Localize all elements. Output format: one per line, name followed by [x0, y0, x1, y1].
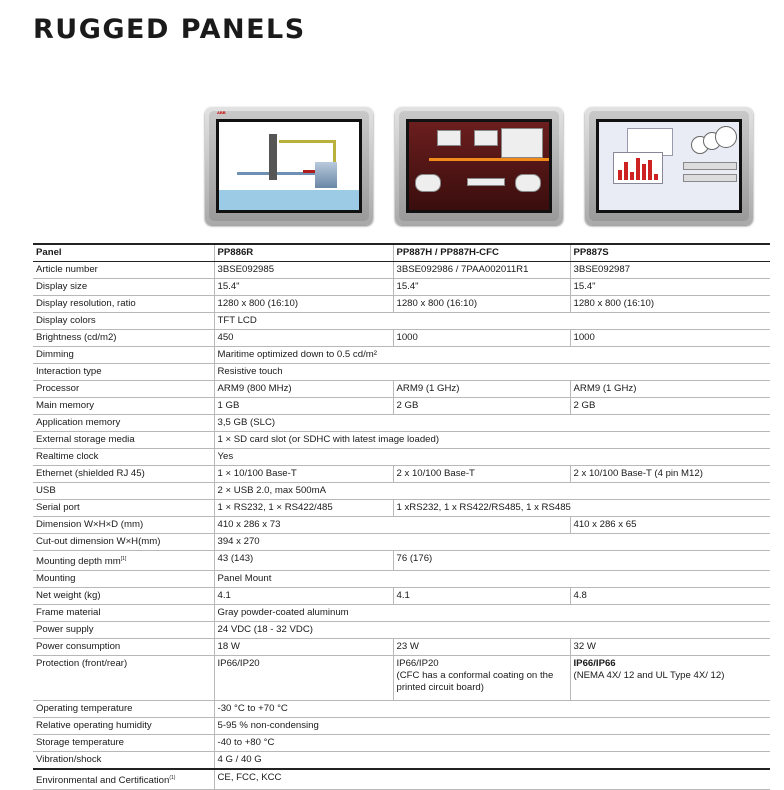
row-label-text: Operating temperature	[36, 703, 133, 715]
table-row	[33, 517, 770, 534]
row-label	[33, 432, 214, 449]
row-value	[393, 262, 570, 279]
value-text: 43 (143)	[217, 553, 254, 564]
row-value	[570, 279, 770, 296]
value-text: 4.1	[396, 590, 410, 602]
row-label	[33, 330, 214, 347]
value-text: 3BSE092987	[573, 264, 631, 275]
value-text: IP66/IP20	[217, 658, 260, 670]
value-text: -30 °C to +70 °C	[217, 703, 288, 715]
row-label-text: Dimming	[36, 349, 74, 360]
value-text: 76 (176)	[396, 553, 433, 564]
row-label-text: Brightness (cd/m2)	[36, 332, 117, 343]
row-value	[214, 656, 393, 701]
row-label	[33, 752, 214, 770]
row-label-text: Environmental and Certification	[36, 775, 170, 787]
value-text: 2 GB	[573, 400, 596, 411]
value-text: 3,5 GB (SLC)	[217, 417, 276, 428]
table-row	[33, 500, 770, 517]
value-text: Maritime optimized down to 0.5 cd/m²	[217, 349, 377, 360]
header-cell: PP887H / PP887H-CFC	[393, 244, 570, 262]
row-value	[570, 296, 770, 313]
table-row	[33, 296, 770, 313]
table-row	[33, 622, 770, 639]
table-row	[33, 551, 770, 571]
row-value	[570, 398, 770, 415]
value-text: 2 × USB 2.0, max 500mA	[217, 485, 327, 496]
row-label	[33, 449, 214, 466]
value-text: 1 × RS232, 1 × RS422/485	[217, 502, 333, 513]
row-value	[214, 483, 770, 500]
value-text: ARM9 (800 MHz)	[217, 383, 292, 394]
table-row	[33, 588, 770, 605]
value-text: 23 W	[396, 641, 419, 653]
value-text: 15.4"	[217, 281, 240, 292]
row-label-text: External storage media	[36, 434, 135, 445]
table-row	[33, 364, 770, 381]
table-row	[33, 398, 770, 415]
value-text: Panel Mount	[217, 573, 272, 585]
table-row	[33, 381, 770, 398]
row-value	[570, 656, 770, 701]
row-label-text: Interaction type	[36, 366, 102, 377]
table-row	[33, 534, 770, 551]
panel-image-pp887s	[585, 107, 753, 225]
row-value	[570, 588, 770, 605]
value-text: 1 GB	[217, 400, 240, 411]
row-value	[214, 313, 770, 330]
table-row	[33, 752, 770, 770]
value-text: 450	[217, 332, 234, 343]
row-label-text: Net weight (kg)	[36, 590, 101, 602]
row-value	[214, 517, 570, 534]
row-value	[393, 588, 570, 605]
row-label	[33, 483, 214, 500]
row-value	[393, 656, 570, 701]
row-label-text: Power supply	[36, 624, 94, 636]
row-value	[214, 449, 770, 466]
row-label	[33, 656, 214, 701]
table-row	[33, 262, 770, 279]
row-label	[33, 381, 214, 398]
row-value	[214, 466, 393, 483]
row-label	[33, 364, 214, 381]
row-value	[214, 432, 770, 449]
table-row	[33, 769, 770, 790]
row-label-text: Display resolution, ratio	[36, 298, 136, 309]
value-text: 2 x 10/100 Base-T	[396, 468, 475, 479]
row-label-text: Realtime clock	[36, 451, 99, 462]
row-value	[214, 571, 770, 588]
row-value	[570, 466, 770, 483]
row-value	[393, 500, 770, 517]
row-value	[570, 517, 770, 534]
value-text: 1280 x 800 (16:10)	[217, 298, 299, 309]
row-label	[33, 571, 214, 588]
row-label-text: Power consumption	[36, 641, 121, 653]
value-text: Yes	[217, 451, 234, 462]
row-label	[33, 262, 214, 279]
row-label	[33, 534, 214, 551]
row-value	[214, 296, 393, 313]
row-label	[33, 398, 214, 415]
value-note: (NEMA 4X/ 12 and UL Type 4X/ 12)	[573, 670, 725, 682]
row-value	[570, 262, 770, 279]
value-text: -40 to +80 °C	[217, 737, 275, 749]
value-text: 410 x 286 x 65	[573, 519, 637, 530]
row-value	[393, 466, 570, 483]
value-text: 1280 x 800 (16:10)	[396, 298, 478, 309]
value-text: 4.8	[573, 590, 587, 602]
footnote-marker: (1)	[169, 775, 176, 782]
row-value	[393, 398, 570, 415]
row-label	[33, 769, 214, 790]
row-value	[393, 279, 570, 296]
row-value	[214, 398, 393, 415]
table-row	[33, 483, 770, 500]
row-label	[33, 639, 214, 656]
row-label-text: Vibration/shock	[36, 754, 102, 766]
row-value	[214, 534, 770, 551]
row-label-text: Processor	[36, 383, 80, 394]
row-label-text: Dimension W×H×D (mm)	[36, 519, 144, 530]
value-text: 4.1	[217, 590, 231, 602]
row-value	[214, 752, 770, 770]
row-label	[33, 296, 214, 313]
row-label-text: Article number	[36, 264, 98, 275]
value-text: 1 xRS232, 1 x RS422/RS485, 1 x RS485	[396, 502, 571, 513]
row-label	[33, 279, 214, 296]
table-row	[33, 279, 770, 296]
value-text: 410 x 286 x 73	[217, 519, 281, 530]
row-value	[393, 639, 570, 656]
header-cell: Panel	[33, 244, 214, 262]
value-text: 1280 x 800 (16:10)	[573, 298, 655, 309]
value-text: 32 W	[573, 641, 596, 653]
row-label	[33, 551, 214, 571]
value-text: 15.4"	[396, 281, 419, 292]
row-label	[33, 415, 214, 432]
row-label	[33, 500, 214, 517]
value-text: 1000	[573, 332, 595, 343]
value-text: 3BSE092985	[217, 264, 275, 275]
row-label-text: Frame material	[36, 607, 101, 619]
row-label-text: Display colors	[36, 315, 96, 326]
row-value	[570, 330, 770, 347]
row-label	[33, 701, 214, 718]
value-text: TFT LCD	[217, 315, 257, 326]
table-row	[33, 432, 770, 449]
panel-image-pp887h	[395, 107, 563, 225]
table-row	[33, 718, 770, 735]
row-label	[33, 588, 214, 605]
row-label-text: Display size	[36, 281, 88, 292]
value-text: 1 × SD card slot (or SDHC with latest image loaded)	[217, 434, 440, 445]
row-value	[214, 330, 393, 347]
value-text: 18 W	[217, 641, 240, 653]
row-value	[214, 718, 770, 735]
row-label-text: Mounting	[36, 573, 76, 585]
table-header-row	[33, 244, 770, 262]
row-value	[214, 639, 393, 656]
value-text: ARM9 (1 GHz)	[396, 383, 460, 394]
row-value	[214, 381, 393, 398]
value-text: 394 x 270	[217, 536, 260, 547]
value-text: CE, FCC, KCC	[217, 772, 282, 784]
header-cell: PP887S	[570, 244, 770, 262]
row-value	[214, 551, 393, 571]
table-row	[33, 701, 770, 718]
row-value	[570, 639, 770, 656]
value-text: 5-95 % non-condensing	[217, 720, 319, 732]
row-value	[393, 330, 570, 347]
table-row	[33, 313, 770, 330]
row-value	[214, 262, 393, 279]
value-text: 1000	[396, 332, 418, 343]
row-value	[214, 364, 770, 381]
row-label-text: Cut-out dimension W×H(mm)	[36, 536, 161, 547]
table-row	[33, 415, 770, 432]
table-row	[33, 735, 770, 752]
row-label-text: Mounting depth mm	[36, 556, 121, 568]
table-row	[33, 347, 770, 364]
row-value	[214, 500, 393, 517]
specifications-table	[33, 243, 770, 790]
row-value	[393, 551, 770, 571]
row-label-text: Storage temperature	[36, 737, 124, 749]
table-row	[33, 330, 770, 347]
table-row	[33, 449, 770, 466]
row-label-text: Ethernet (shielded RJ 45)	[36, 468, 145, 479]
table-row	[33, 639, 770, 656]
row-label	[33, 466, 214, 483]
row-label	[33, 313, 214, 330]
row-value	[214, 347, 770, 364]
row-value	[214, 605, 770, 622]
row-value	[214, 769, 770, 790]
panel-image-pp886r	[205, 107, 373, 225]
value-text: 15.4"	[573, 281, 596, 292]
value-text: 1 × 10/100 Base-T	[217, 468, 297, 479]
value-text: 4 G / 40 G	[217, 754, 262, 766]
value-text: Gray powder-coated aluminum	[217, 607, 349, 619]
value-text: 3BSE092986 / 7PAA002011R1	[396, 264, 529, 275]
value-text: ARM9 (1 GHz)	[573, 383, 637, 394]
row-label	[33, 622, 214, 639]
row-value	[570, 381, 770, 398]
footnote-marker: [1]	[120, 556, 127, 562]
row-label	[33, 735, 214, 752]
value-text: 24 VDC (18 - 32 VDC)	[217, 624, 313, 636]
row-value	[393, 381, 570, 398]
value-text: 2 GB	[396, 400, 419, 411]
row-label	[33, 517, 214, 534]
table-row	[33, 571, 770, 588]
row-label	[33, 718, 214, 735]
value-text: IP66/IP66	[573, 658, 616, 670]
table-row	[33, 466, 770, 483]
row-value	[214, 279, 393, 296]
value-text: Resistive touch	[217, 366, 283, 377]
row-value	[214, 701, 770, 718]
row-value	[214, 588, 393, 605]
value-text: IP66/IP20	[396, 658, 439, 670]
value-note: (CFC has a conformal coating on the printed circuit board)	[396, 670, 554, 694]
table-row	[33, 656, 770, 701]
row-label-text: Relative operating humidity	[36, 720, 152, 732]
row-value	[393, 296, 570, 313]
page-title: RUGGED PANELS	[33, 14, 306, 45]
row-label-text: Serial port	[36, 502, 80, 513]
header-cell: PP886R	[214, 244, 393, 262]
row-label-text: Main memory	[36, 400, 95, 411]
row-value	[214, 415, 770, 432]
row-value	[214, 735, 770, 752]
row-label-text: Application memory	[36, 417, 121, 428]
table-row	[33, 605, 770, 622]
row-value	[214, 622, 770, 639]
row-label	[33, 347, 214, 364]
abb-logo: ABB	[217, 110, 226, 115]
row-label-text: USB	[36, 485, 56, 496]
value-text: 2 x 10/100 Base-T (4 pin M12)	[573, 468, 703, 479]
row-label-text: Protection (front/rear)	[36, 658, 128, 670]
row-label	[33, 605, 214, 622]
